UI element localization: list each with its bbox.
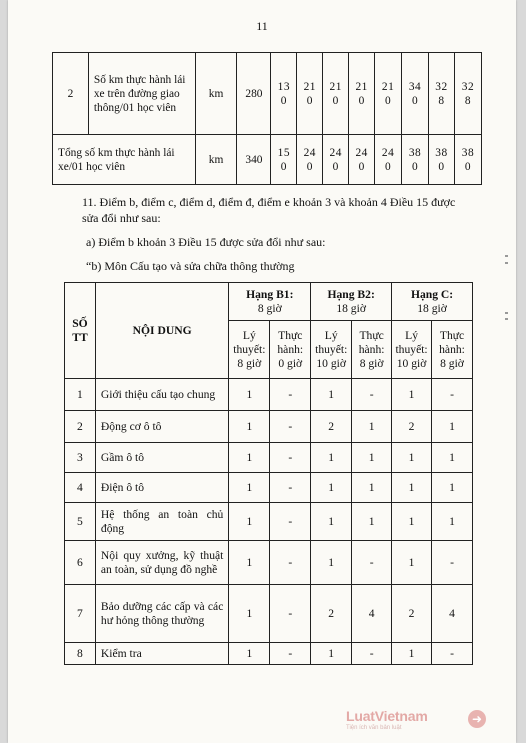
row-content: Động cơ ô tô [95,411,228,443]
scan-mark [505,318,508,320]
table-row [65,443,473,473]
hours-cell: 1 [229,443,270,473]
hours-cell: 1 [392,541,432,585]
hours-cell: 1 [432,411,473,443]
value-cell: 24 0 [375,135,402,185]
watermark-tagline: Tiện ích văn bản luật [346,725,402,731]
scan-mark [505,262,508,264]
header-group-b2: Hạng B2: 18 giờ [311,283,392,321]
value-cell: 15 0 [271,135,297,185]
hours-cell: 1 [229,473,270,503]
hours-cell: 1 [392,379,432,411]
table-row [65,503,473,541]
subheader-practice: Thực hành: 0 giờ [270,321,311,379]
hours-cell: 1 [392,503,432,541]
value-cell: 21 0 [297,53,323,135]
paragraph-amendment-11: 11. Điểm b, điểm c, điểm d, điểm đ, điểm e khoản 3 và khoản 4 Điều 15 được sửa đổi như sau: [82,195,456,225]
hours-cell: 1 [311,379,352,411]
row-total: 280 [237,53,271,135]
hours-cell: 1 [311,443,352,473]
scan-mark [505,312,508,314]
hours-cell: 1 [229,503,270,541]
hours-cell: 2 [311,411,352,443]
value-cell: 21 0 [375,53,402,135]
hours-cell: - [352,541,392,585]
hours-cell: 1 [229,541,270,585]
row-total: 340 [237,135,271,185]
hours-cell: 1 [392,643,432,665]
paragraph-point-a: a) Điểm b khoản 3 Điều 15 được sửa đổi như sau: [86,235,326,249]
hours-cell: - [432,541,473,585]
header-group-c: Hạng C: 18 giờ [392,283,473,321]
hours-cell: 1 [311,541,352,585]
subheader-theory: Lý thuyết: 8 giờ [229,321,270,379]
table-row [53,53,482,135]
value-cell: 24 0 [323,135,349,185]
paragraph-point-b: “b) Môn Cấu tạo và sửa chữa thông thường [86,259,295,273]
hours-cell: 1 [229,411,270,443]
hours-cell: 1 [392,443,432,473]
hours-cell: 2 [311,585,352,643]
hours-cell: - [270,443,311,473]
hours-cell: - [270,411,311,443]
subheader-practice: Thực hành: 8 giờ [432,321,473,379]
row-content: Gầm ô tô [95,443,228,473]
curriculum-table [64,282,473,665]
hours-cell: 4 [352,585,392,643]
table-header-row [65,283,473,321]
row-content: Hệ thống an toàn chủ động [95,503,228,541]
hours-cell: 1 [311,503,352,541]
hours-cell: 1 [311,473,352,503]
table-row [65,473,473,503]
value-cell: 24 0 [349,135,375,185]
row-content: Giới thiệu cấu tạo chung [95,379,228,411]
hours-cell: 1 [229,585,270,643]
value-cell: 38 0 [402,135,429,185]
hours-cell: - [270,541,311,585]
hours-cell: 1 [352,503,392,541]
row-unit: km [195,53,237,135]
hours-cell: 1 [229,379,270,411]
value-cell: 38 0 [429,135,455,185]
row-stt: 7 [65,585,96,643]
hours-cell: 1 [352,473,392,503]
value-cell: 24 0 [297,135,323,185]
table-row [65,585,473,643]
row-stt: 6 [65,541,96,585]
table-row [65,411,473,443]
value-cell: 32 8 [454,53,481,135]
hours-cell: 2 [392,585,432,643]
table-row [53,135,482,185]
hours-cell: 1 [392,473,432,503]
row-content: Bảo dưỡng các cấp và các hư hỏng thông thường [95,585,228,643]
hours-cell: - [270,585,311,643]
km-practice-table [52,52,482,185]
arrow-right-icon: ➜ [468,710,486,728]
luatvietnam-watermark [346,708,483,731]
hours-cell: - [432,379,473,411]
row-content: Điện ô tô [95,473,228,503]
row-content: Số km thực hành lái xe trên đường giao thông/01 học viên [88,53,195,135]
row-stt: 8 [65,643,96,665]
hours-cell: 1 [432,503,473,541]
value-cell: 34 0 [402,53,429,135]
table-row [65,643,473,665]
hours-cell: - [352,643,392,665]
hours-cell: 1 [311,643,352,665]
value-cell: 38 0 [454,135,481,185]
document-page [8,0,516,743]
watermark-brand: LuatVietnam [346,708,428,724]
row-stt: 3 [65,443,96,473]
row-stt: 5 [65,503,96,541]
page-number: 11 [256,19,268,33]
value-cell: 13 0 [271,53,297,135]
hours-cell: 1 [229,643,270,665]
table-row [65,379,473,411]
subheader-practice: Thực hành: 8 giờ [352,321,392,379]
value-cell: 21 0 [349,53,375,135]
subheader-theory: Lý thuyết: 10 giờ [311,321,352,379]
row-stt: 4 [65,473,96,503]
hours-cell: - [270,473,311,503]
row-content: Nội quy xưởng, kỹ thuật an toàn, sử dụng đồ nghề [95,541,228,585]
hours-cell: 1 [432,443,473,473]
hours-cell: - [352,379,392,411]
row-stt: 1 [65,379,96,411]
value-cell: 32 8 [429,53,455,135]
row-content: Kiểm tra [95,643,228,665]
scan-mark [505,255,508,257]
table-row [65,541,473,585]
value-cell: 21 0 [323,53,349,135]
row-stt: 2 [65,411,96,443]
hours-cell: - [432,643,473,665]
row-stt: 2 [53,53,89,135]
subheader-theory: Lý thuyết: 10 giờ [392,321,432,379]
header-group-b1: Hạng B1: 8 giờ [229,283,311,321]
hours-cell: 1 [352,411,392,443]
hours-cell: 2 [392,411,432,443]
hours-cell: 1 [352,443,392,473]
hours-cell: - [270,643,311,665]
header-content: NỘI DUNG [95,283,228,379]
hours-cell: 1 [432,473,473,503]
row-content: Tổng số km thực hành lái xe/01 học viên [53,135,196,185]
hours-cell: - [270,503,311,541]
hours-cell: 4 [432,585,473,643]
hours-cell: - [270,379,311,411]
header-stt: SỐ TT [65,283,96,379]
row-unit: km [195,135,237,185]
